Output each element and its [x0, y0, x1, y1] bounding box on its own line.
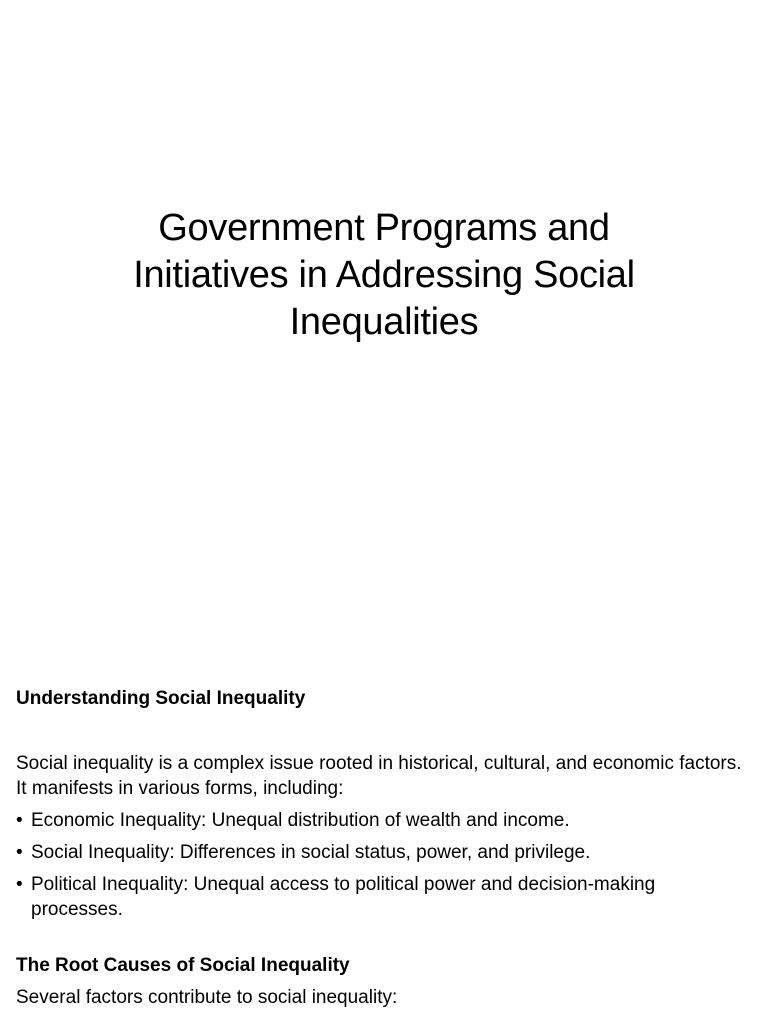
list-item-social: • Social Inequality: Differences in social status, power, and privilege. — [16, 840, 746, 865]
slide-title-line-3: Inequalities — [289, 301, 479, 343]
list-item-economic: • Economic Inequality: Unequal distribution of wealth and income. — [16, 808, 746, 833]
section-heading-root-causes: The Root Causes of Social Inequality — [16, 955, 350, 976]
inequality-forms-list — [16, 808, 746, 922]
body-content — [16, 686, 746, 1017]
section-paragraph-understanding: Social inequality is a complex issue rooted in historical, cultural, and economic factors. It manifests in various forms, including: — [16, 753, 742, 799]
slide-title-line-1: Government Programs and — [158, 207, 610, 249]
slide-title — [0, 205, 768, 346]
slide-title-line-2: Initiatives in Addressing Social — [133, 254, 635, 296]
section-heading-understanding: Understanding Social Inequality — [16, 688, 306, 709]
section-paragraph-root-causes: Several factors contribute to social inequality: — [16, 987, 398, 1008]
list-item-political: • Political Inequality: Unequal access to political power and decision-making processes. — [16, 872, 746, 922]
